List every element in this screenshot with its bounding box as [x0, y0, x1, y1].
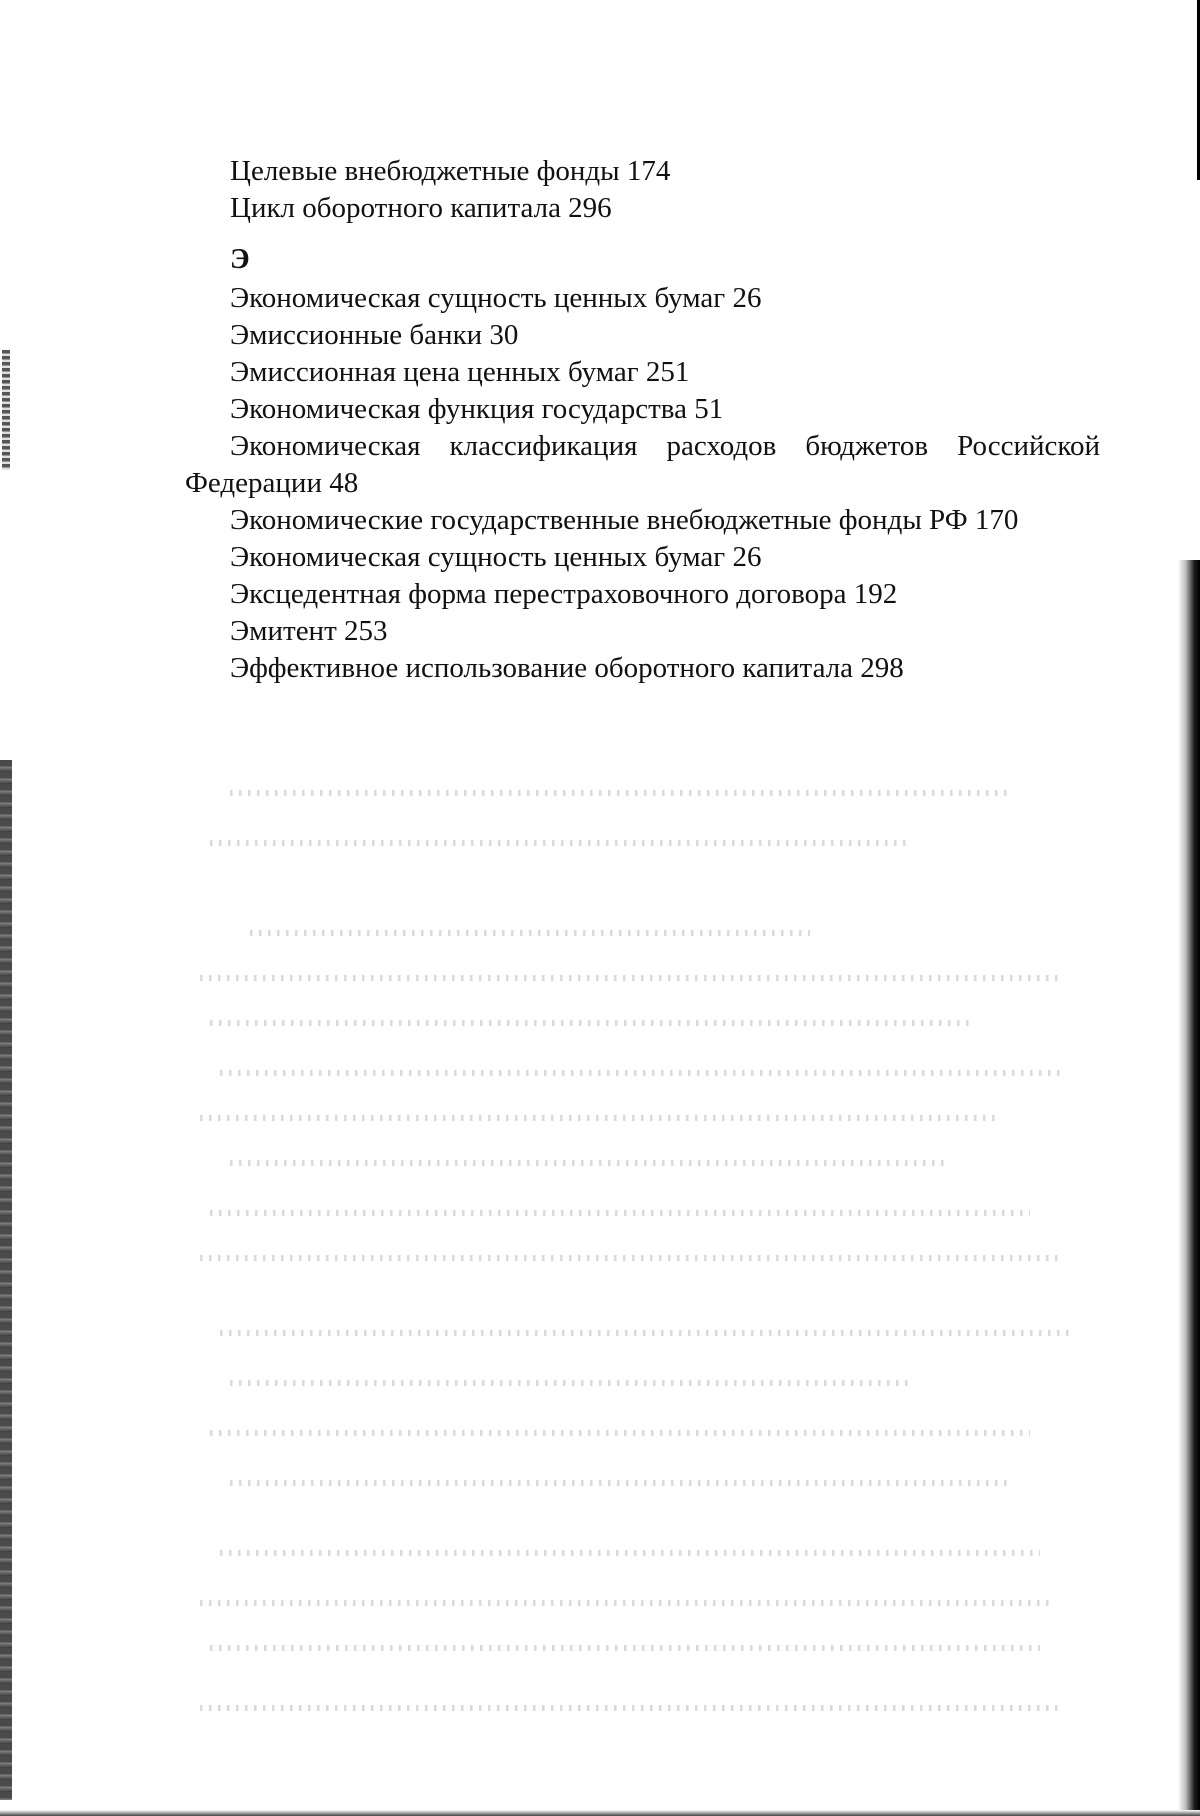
index-entry: Эмитент 253 — [230, 615, 388, 647]
index-entry: Эмиссионная цена ценных бумаг 251 — [230, 356, 690, 388]
noise-line — [210, 1430, 1030, 1436]
index-entry: Цикл оборотного капитала 296 — [230, 192, 612, 224]
noise-line — [200, 1115, 1000, 1121]
noise-line — [230, 1480, 1010, 1486]
noise-line — [200, 1705, 1060, 1711]
scan-edge-bottom — [0, 1810, 1200, 1816]
noise-line — [210, 1210, 1030, 1216]
index-entry: Экономическая классификация расходов бюджетов Российской Федерации 48 — [185, 430, 1100, 499]
spacer — [185, 227, 1100, 241]
noise-line — [210, 1645, 1040, 1651]
noise-line — [220, 1070, 1060, 1076]
scan-edge-left — [0, 760, 12, 1800]
noise-line — [200, 1600, 1050, 1606]
index-entry: Экономическая функция государства 51 — [230, 393, 724, 425]
noise-line — [200, 1255, 1060, 1261]
scan-edge-left-mark — [2, 350, 10, 470]
noise-line — [210, 840, 910, 846]
noise-line — [250, 930, 810, 936]
noise-line — [230, 1160, 950, 1166]
index-entry: Экономические государственные внебюджетные фонды РФ 170 — [230, 504, 1019, 536]
noise-line — [230, 1380, 910, 1386]
noise-line — [210, 1020, 970, 1026]
bleed-through-noise — [190, 770, 1090, 1770]
index-entry: Эффективное использование оборотного капитала 298 — [230, 652, 904, 684]
index-entry: Эксцедентная форма перестраховочного договора 192 — [230, 578, 898, 610]
noise-line — [220, 1330, 1070, 1336]
noise-line — [230, 790, 1010, 796]
scan-edge-right — [1178, 560, 1200, 1816]
index-entry: Эмиссионные банки 30 — [230, 319, 519, 351]
noise-line — [220, 1550, 1040, 1556]
subject-index — [185, 153, 1100, 687]
section-letter-heading: Э — [230, 243, 250, 275]
noise-line — [200, 975, 1060, 981]
index-entry: Экономическая сущность ценных бумаг 26 — [230, 541, 762, 573]
index-entry: Целевые внебюджетные фонды 174 — [230, 155, 671, 187]
index-entry: Экономическая сущность ценных бумаг 26 — [230, 282, 762, 314]
